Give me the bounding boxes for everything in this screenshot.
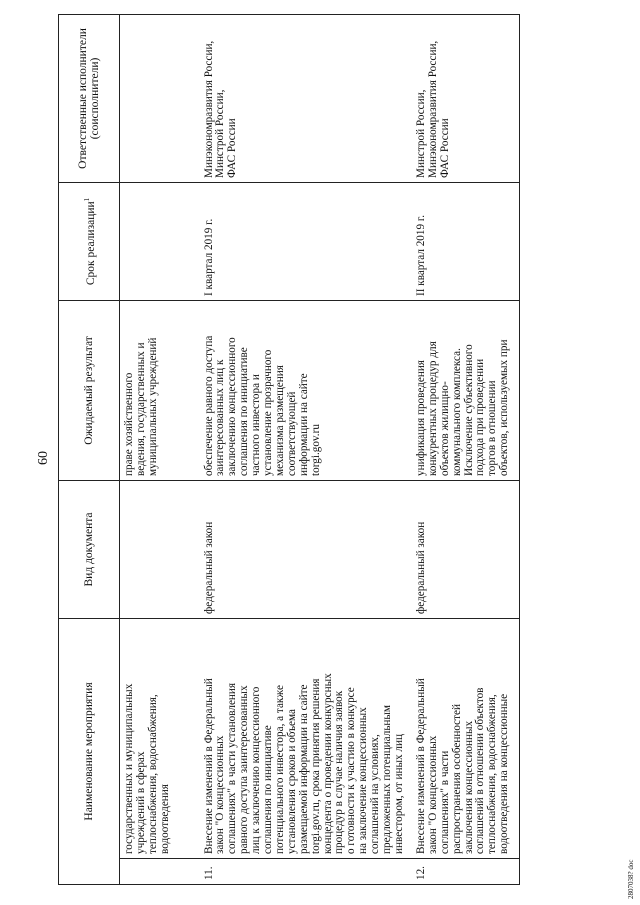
expected-result: унификация проведения конкурентных процедур для объектов жилищно- коммунального комплекса. Исключение субъективного подхода при проведении торгов в отношении объектов, используемых при [412, 300, 520, 480]
measure-name: Внесение изменений в Федеральный закон "О концессионных соглашениях" в части установления равного доступа заинтересованных лиц к заключению концессионного соглашения по инициативе потенциального инвестора, а также установления сроков и объема размещаемой информации на сайте torgi.gov.ru, срока принятия решения концедента о проведении конкурсных процедур в случае наличия заявок о готовности к участию в конкурсе на заключение концессионных соглашений на условиях, предложенных потенциальным инвестором, от иных лиц [200, 618, 412, 858]
measure-name: Внесение изменений в Федеральный закон "О концессионных соглашениях" в части распространения особенностей заключения концессионных соглашений в отношении объектов теплоснабжения, водоснабжения, водоотведения на концессионные [412, 618, 520, 858]
header-term-label: Срок реализации [84, 201, 97, 286]
implementation-term [120, 182, 200, 300]
header-name: Наименование мероприятия [59, 618, 120, 884]
document-type [120, 480, 200, 618]
expected-result: праве хозяйственного ведения, государственных и муниципальных учреждений [120, 300, 200, 480]
responsible-executors: Минстрой России, Минэкономразвития России, ФАС России [412, 14, 520, 182]
document-type: федеральный закон [412, 480, 520, 618]
table-row [200, 14, 412, 884]
page-number: 60 [36, 451, 51, 465]
implementation-term: II квартал 2019 г. [412, 182, 520, 300]
header-executors: Ответственные исполнители (соисполнители) [59, 14, 120, 182]
header-term-footnote: 1 [83, 197, 92, 202]
measures-table [58, 14, 520, 885]
row-number [120, 859, 200, 885]
measure-name: государственных и муниципальных учреждений в сферах теплоснабжения, водоснабжения, водоотведения [120, 618, 200, 858]
header-doctype: Вид документа [59, 480, 120, 618]
header-term [59, 182, 120, 300]
table-row [120, 14, 200, 884]
expected-result: обеспечение равного доступа заинтересованных лиц к заключению концессионного соглашения по инициативе частного инвестора и установление прозрачного механизма размещения соответствующей информации на сайте torgi.gov.ru [200, 300, 412, 480]
row-number: 12. [412, 859, 520, 885]
responsible-executors [120, 14, 200, 182]
table-row [412, 14, 520, 884]
responsible-executors: Минэкономразвития России, Минстрой России, ФАС России [200, 14, 412, 182]
table-header-row [59, 14, 120, 884]
implementation-term: I квартал 2019 г. [200, 182, 412, 300]
row-number: 11. [200, 859, 412, 885]
document-footer: 2807038? doc [627, 859, 635, 899]
document-type: федеральный закон [200, 480, 412, 618]
header-result: Ожидаемый результат [59, 300, 120, 480]
